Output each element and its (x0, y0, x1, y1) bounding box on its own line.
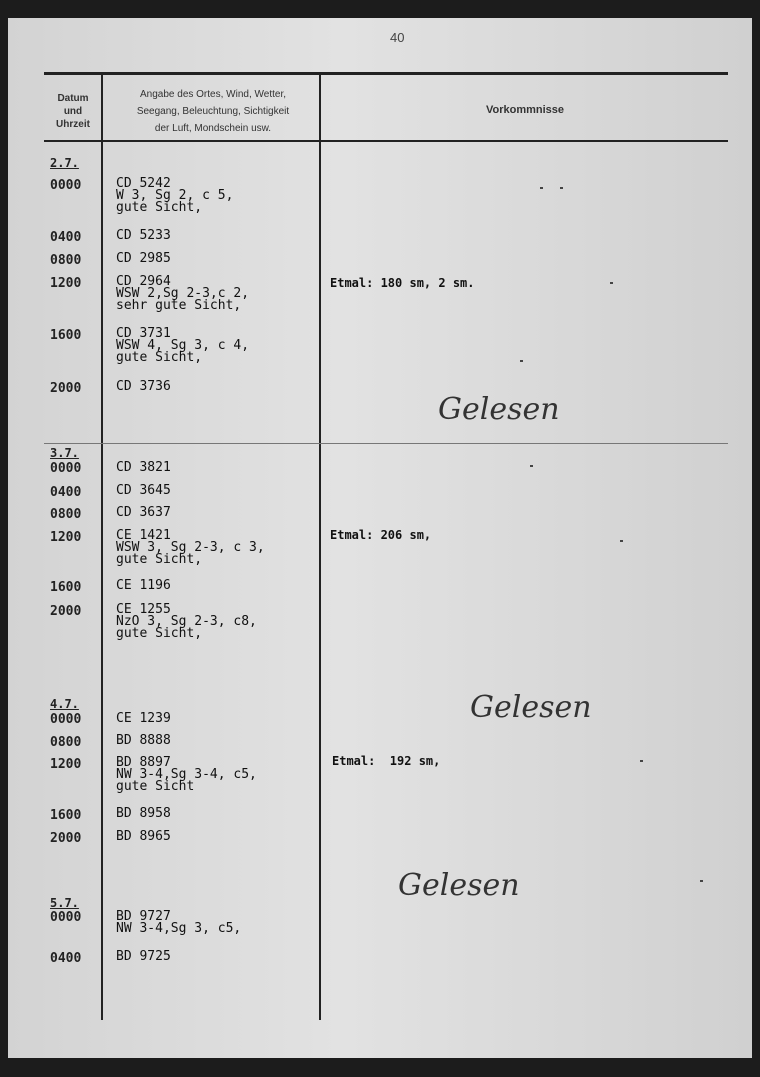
position-entry: CE 1196 (116, 578, 171, 593)
position-entry: BD 9727 NW 3-4,Sg 3, c5, (116, 909, 242, 936)
speckle (530, 465, 533, 467)
position-entry: CE 1255 NzO 3, Sg 2-3, c8, gute Sicht, (116, 602, 257, 641)
column-divider-2 (319, 75, 321, 1020)
position-entry: BD 8888 (116, 733, 171, 748)
date-label: 3.7. (50, 446, 79, 460)
position-entry: CD 2964 WSW 2,Sg 2-3,c 2, sehr gute Sicht, (116, 274, 250, 313)
position-entry: BD 8958 (116, 806, 171, 821)
etmal-remark: Etmal: 180 sm, 2 sm. (330, 276, 475, 290)
time-label: 0000 (50, 461, 82, 476)
time-label: 0400 (50, 485, 82, 500)
position-entry: CE 1421 WSW 3, Sg 2-3, c 3, gute Sicht, (116, 528, 265, 567)
speckle (620, 540, 623, 542)
speckle (610, 282, 613, 284)
header-datum: Datum und Uhrzeit (56, 93, 90, 130)
date-label: 5.7. (50, 896, 79, 910)
position-entry: CD 3821 (116, 460, 171, 475)
speckle (700, 880, 703, 882)
position-entry: CD 3731 WSW 4, Sg 3, c 4, gute Sicht, (116, 326, 250, 365)
day-separator (44, 443, 728, 444)
time-label: 2000 (50, 381, 82, 396)
time-label: 0800 (50, 735, 82, 750)
column-divider-1 (101, 75, 103, 1020)
time-label: 2000 (50, 831, 82, 846)
time-label: 0000 (50, 178, 82, 193)
header-ort: Angabe des Ortes, Wind, Wetter, Seegang, Beleuchtung, Sichtigkeit der Luft, Mondschein usw. (136, 89, 290, 134)
time-label: 1600 (50, 808, 82, 823)
date-label: 4.7. (50, 697, 79, 711)
top-rule (44, 72, 728, 75)
position-entry: BD 8897 NW 3-4,Sg 3-4, c5, gute Sicht (116, 755, 257, 794)
position-entry: CD 3637 (116, 505, 171, 520)
time-label: 1200 (50, 530, 82, 545)
position-entry: CD 3645 (116, 483, 171, 498)
etmal-remark: Etmal: 192 sm, (332, 754, 441, 768)
etmal-remark: Etmal: 206 sm, (330, 528, 432, 542)
date-label: 2.7. (50, 156, 79, 170)
speckle (560, 187, 563, 189)
speckle (640, 760, 643, 762)
speckle (520, 360, 523, 362)
speckle (540, 187, 543, 189)
position-entry: BD 8965 (116, 829, 171, 844)
time-label: 0400 (50, 230, 82, 245)
time-label: 0800 (50, 507, 82, 522)
time-label: 2000 (50, 604, 82, 619)
page-number: 40 (390, 30, 405, 45)
position-entry: BD 9725 (116, 949, 171, 964)
time-label: 0000 (50, 910, 82, 925)
time-label: 0000 (50, 712, 82, 727)
time-label: 0800 (50, 253, 82, 268)
signature: Gelesen (438, 392, 560, 427)
time-label: 1200 (50, 276, 82, 291)
position-entry: CD 5242 W 3, Sg 2, c 5, gute Sicht, (116, 176, 234, 215)
position-entry: CE 1239 (116, 711, 171, 726)
time-label: 1200 (50, 757, 82, 772)
header-rule (44, 140, 728, 142)
time-label: 1600 (50, 580, 82, 595)
time-label: 1600 (50, 328, 82, 343)
signature: Gelesen (470, 690, 592, 725)
position-entry: CD 2985 (116, 251, 171, 266)
header-vorkommnisse: Vorkommnisse (485, 104, 565, 116)
position-entry: CD 3736 (116, 379, 171, 394)
position-entry: CD 5233 (116, 228, 171, 243)
signature: Gelesen (398, 868, 520, 903)
time-label: 0400 (50, 951, 82, 966)
